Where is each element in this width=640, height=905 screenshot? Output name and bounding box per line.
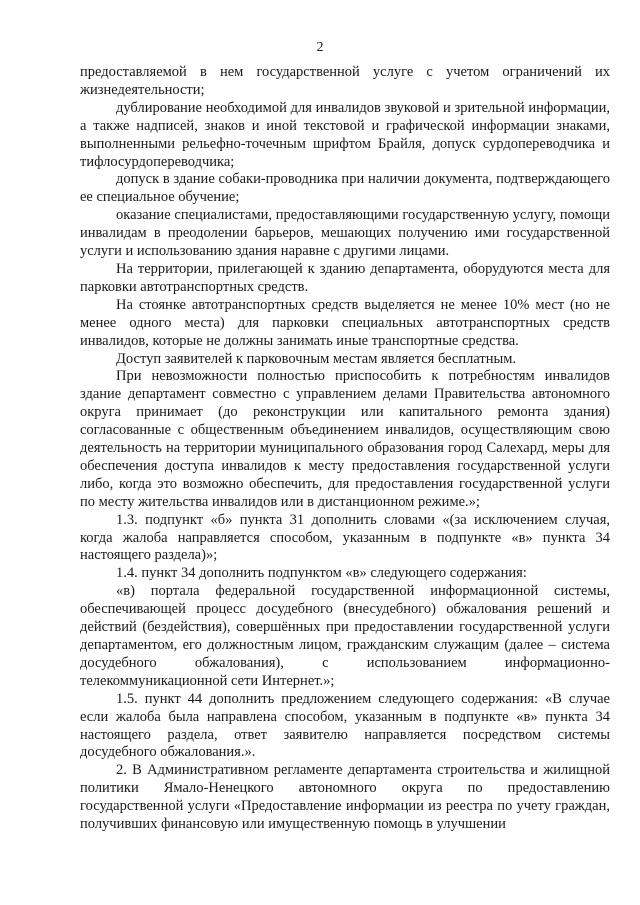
paragraph: На стоянке автотранспортных средств выделяется не менее 10% мест (но не менее одного места) для парковки специальных автотранспортных средств инвалидов, которые не должны занимать иные транспортные средства. bbox=[80, 296, 610, 349]
paragraph: На территории, прилегающей к зданию департамента, оборудуются места для парковки автотранспортных средств. bbox=[80, 260, 610, 295]
paragraph: предоставляемой в нем государственной услуге с учетом ограничений их жизнедеятельности; bbox=[80, 64, 610, 98]
paragraph: оказание специалистами, предоставляющими государственную услугу, помощи инвалидам в преодолении барьеров, мешающих получению ими государственной услуги и использованию здания наравне с другими лицами. bbox=[80, 207, 610, 260]
paragraph: «в) портала федеральной государственной информационной системы, обеспечивающей процесс досудебного (внесудебного) обжалования решений и действий (бездействия), совершённых при предоставлении государственной услуги департаментом, его должностным лицом, гражданским служащим (далее – система досудебного обжалования), с использованием информационно-телекоммуникационной сети Интернет.»; bbox=[80, 583, 610, 689]
paragraph: 1.5. пункт 44 дополнить предложением следующего содержания: «В случае если жалоба была направлена способом, указанным в подпункте «в» пункта 34 настоящего раздела, ответ заявителю направляется посредством системы досудебного обжалования.». bbox=[80, 690, 610, 761]
paragraph: 1.3. подпункт «б» пункта 31 дополнить словами «(за исключением случая, когда жалоба направляется способом, указанным в подпункте «в» пункта 34 настоящего раздела)»; bbox=[80, 511, 610, 564]
paragraph: допуск в здание собаки-проводника при наличии документа, подтверждающего ее специальное обучение; bbox=[80, 171, 610, 206]
page-number: 2 bbox=[316, 40, 324, 55]
paragraph: 2. В Административном регламенте департамента строительства и жилищной политики Ямало-Ненецкого автономного округа по предоставлению государственной услуги «Предоставление информации из реестра по учету граждан, получивших финансовую или имущественную помощь в улучшении bbox=[80, 762, 610, 833]
paragraph: При невозможности полностью приспособить к потребностям инвалидов здание департамент совместно с управлением делами Правительства автономного округа принимает (до реконструкции или капитального ремонта здания) согласованные с общественным объединением инвалидов, осуществляющим свою деятельность на территории муниципального образования город Салехард, меры для обеспечения доступа инвалидов к месту предоставления государственной услуги либо, когда это возможно обеспечить, для предоставления государственной услуги по месту жительства инвалидов или в дистанционном режиме.»; bbox=[80, 368, 610, 510]
paragraph: Доступ заявителей к парковочным местам является бесплатным. bbox=[116, 350, 517, 367]
document-body bbox=[80, 64, 610, 834]
paragraph: 1.4. пункт 34 дополнить подпунктом «в» следующего содержания: bbox=[116, 565, 527, 582]
paragraph: дублирование необходимой для инвалидов звуковой и зрительной информации, а также надписей, знаков и иной текстовой и графической информации знаками, выполненными рельефно-точечным шрифтом Брайля, допуск сурдопереводчика и тифлосурдопереводчика; bbox=[80, 99, 610, 170]
